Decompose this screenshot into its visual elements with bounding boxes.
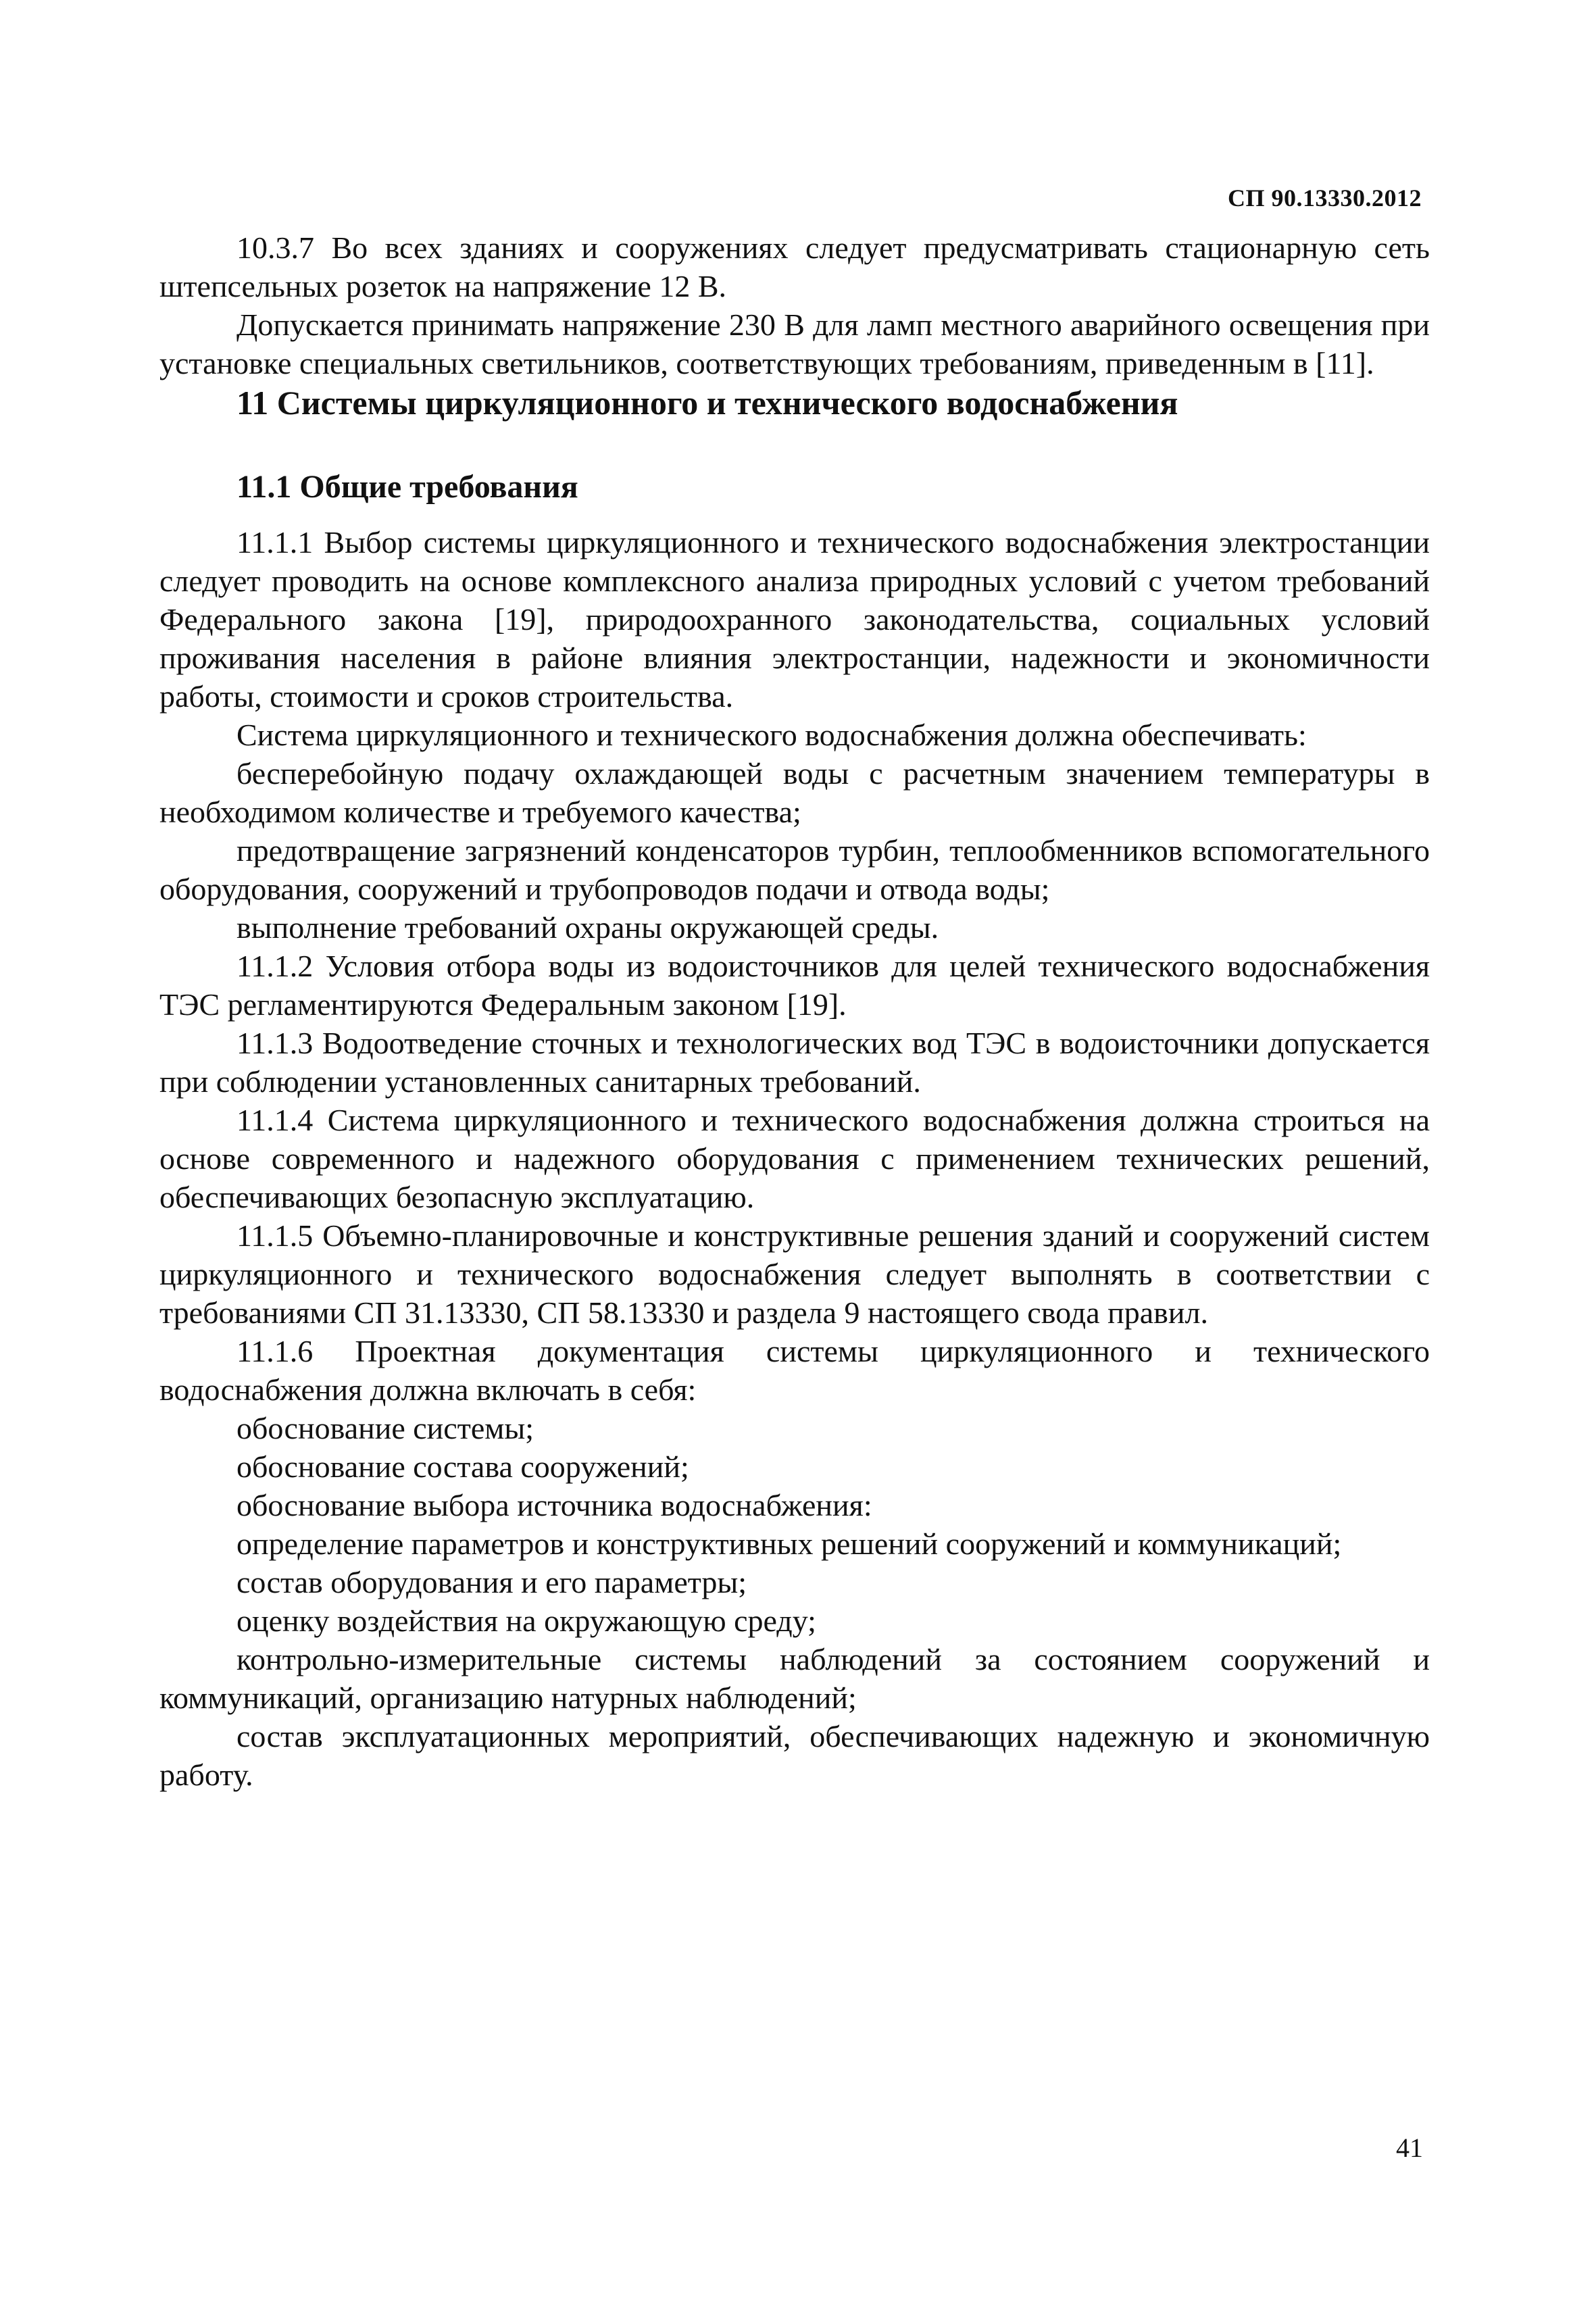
paragraph-system-requirements: Система циркуляционного и технического водоснабжения должна обеспечивать:	[236, 718, 1307, 752]
list-item: обоснование состава сооружений;	[236, 1449, 689, 1484]
list-item: определение параметров и конструктивных решений сооружений и коммуникаций;	[236, 1526, 1342, 1561]
list-item: оценку воздействия на окружающую среду;	[236, 1603, 816, 1638]
list-item: обоснование системы;	[236, 1411, 534, 1445]
subsection-title: 11.1 Общие требования	[236, 469, 578, 505]
list-item: состав оборудования и его параметры;	[236, 1565, 747, 1599]
paragraph-11-1-4: 11.1.4 Система циркуляционного и технического водоснабжения должна строиться на основе современного и надежного оборудования с применением технических решений, обеспечивающих безопасную эксплуатацию.	[159, 1103, 1430, 1214]
paragraph-11-1-1: 11.1.1 Выбор системы циркуляционного и технического водоснабжения электростанции следует проводить на основе комплексного анализа природных условий с учетом требований Федерального закона [19], природоохранного законодательства, социальных условий проживания населения в районе влияния электростанции, надежности и экономичности работы, стоимости и сроков строительства.	[159, 525, 1430, 714]
list-item: контрольно-измерительные системы наблюдений за состоянием сооружений и коммуникаций, организацию натурных наблюдений;	[159, 1642, 1430, 1715]
paragraph-11-1-2: 11.1.2 Условия отбора воды из водоисточников для целей технического водоснабжения ТЭС регламентируются Федеральным законом [19].	[159, 949, 1430, 1022]
list-item: выполнение требований охраны окружающей среды.	[236, 910, 939, 945]
document-code: СП 90.13330.2012	[1228, 184, 1422, 211]
list-item: предотвращение загрязнений конденсаторов турбин, теплообменников вспомогательного оборудования, сооружений и трубопроводов подачи и отвода воды;	[159, 833, 1430, 906]
page-number: 41	[1396, 2133, 1423, 2163]
paragraph-11-1-6: 11.1.6 Проектная документация системы циркуляционного и технического водоснабжения должна включать в себя:	[159, 1334, 1430, 1407]
paragraph-11-1-3: 11.1.3 Водоотведение сточных и технологических вод ТЭС в водоисточники допускается при соблюдении установленных санитарных требований.	[159, 1026, 1430, 1099]
list-item: обоснование выбора источника водоснабжения:	[236, 1488, 872, 1522]
paragraph-11-1-5: 11.1.5 Объемно-планировочные и конструктивные решения зданий и сооружений систем циркуляционного и технического водоснабжения следует выполнять в соответствии с требованиями СП 31.13330, СП 58.13330 и раздела 9 настоящего свода правил.	[159, 1218, 1430, 1330]
paragraph-10-3-7: 10.3.7 Во всех зданиях и сооружениях следует предусматривать стационарную сеть штепсельных розеток на напряжение 12 В.	[159, 230, 1430, 303]
section-title: 11 Системы циркуляционного и технического водоснабжения	[236, 384, 1178, 422]
list-item: бесперебойную подачу охлаждающей воды с расчетным значением температуры в необходимом количестве и требуемого качества;	[159, 756, 1430, 829]
list-item: состав эксплуатационных мероприятий, обеспечивающих надежную и экономичную работу.	[159, 1719, 1430, 1792]
paragraph-allowance: Допускается принимать напряжение 230 В для ламп местного аварийного освещения при установке специальных светильников, соответствующих требованиям, приведенным в [11].	[159, 307, 1430, 380]
page-content	[159, 228, 1430, 1794]
